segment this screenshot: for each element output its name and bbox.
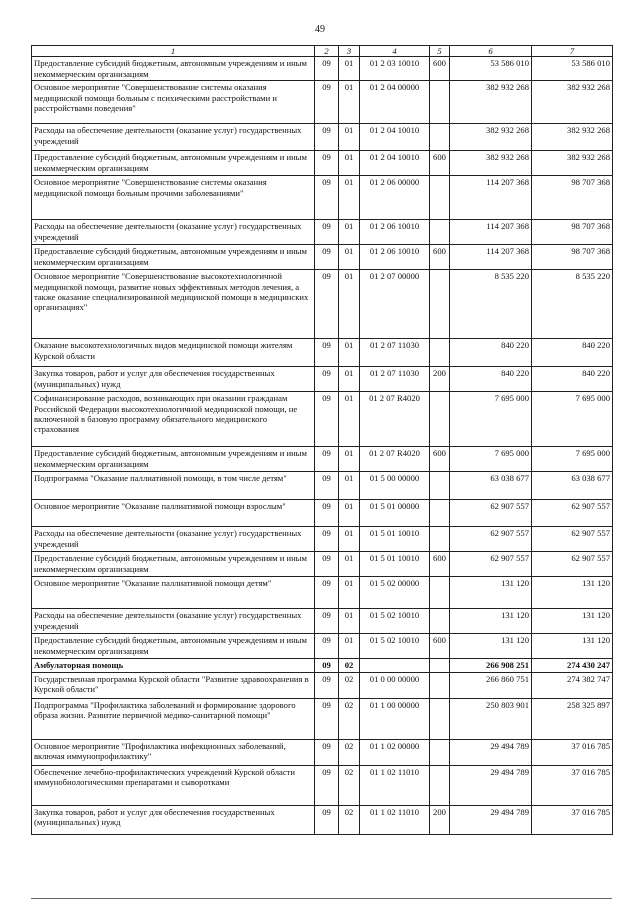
row-amount-year-1: 29 494 789	[450, 765, 532, 805]
row-target-article: 01 2 04 00000	[360, 81, 430, 124]
row-section: 09	[315, 527, 339, 552]
row-amount-year-1: 266 860 751	[450, 672, 532, 698]
row-amount-year-1: 250 803 901	[450, 698, 532, 739]
row-expense-type	[430, 500, 450, 527]
row-target-article	[360, 659, 430, 672]
table-row	[32, 552, 613, 577]
row-target-article: 01 0 00 00000	[360, 672, 430, 698]
row-amount-year-2: 37 016 785	[532, 765, 613, 805]
row-expense-type	[430, 527, 450, 552]
row-amount-year-2: 382 932 268	[532, 151, 613, 176]
row-section: 09	[315, 220, 339, 245]
row-amount-year-1: 62 907 557	[450, 500, 532, 527]
row-name: Основное мероприятие "Совершенствование системы оказания медицинской помощи больным с психическими расстройствами и расстройствами поведения"	[32, 81, 315, 124]
row-amount-year-2: 37 016 785	[532, 805, 613, 834]
row-section: 09	[315, 765, 339, 805]
row-section: 09	[315, 805, 339, 834]
row-expense-type: 600	[430, 245, 450, 270]
row-amount-year-1: 63 038 677	[450, 472, 532, 500]
row-amount-year-1: 382 932 268	[450, 81, 532, 124]
row-section: 09	[315, 339, 339, 367]
table-row	[32, 176, 613, 220]
row-name: Закупка товаров, работ и услуг для обеспечения государственных (муниципальных) нужд	[32, 805, 315, 834]
table-row	[32, 765, 613, 805]
table-row	[32, 124, 613, 151]
table-row	[32, 339, 613, 367]
row-amount-year-1: 62 907 557	[450, 527, 532, 552]
row-expense-type	[430, 220, 450, 245]
row-subsection: 02	[339, 672, 360, 698]
row-target-article: 01 5 02 00000	[360, 577, 430, 609]
row-subsection: 01	[339, 124, 360, 151]
row-name: Предоставление субсидий бюджетным, автономным учреждениям и иным некоммерческим организациям	[32, 57, 315, 81]
row-amount-year-2: 131 120	[532, 577, 613, 609]
table-row	[32, 659, 613, 672]
row-name: Подпрограмма "Профилактика заболеваний и формирование здорового образа жизни. Развитие первичной медико-санитарной помощи"	[32, 698, 315, 739]
row-name: Предоставление субсидий бюджетным, автономным учреждениям и иным некоммерческим организациям	[32, 634, 315, 659]
row-subsection: 01	[339, 609, 360, 634]
row-subsection: 01	[339, 81, 360, 124]
row-subsection: 01	[339, 527, 360, 552]
row-expense-type	[430, 176, 450, 220]
row-section: 09	[315, 659, 339, 672]
row-amount-year-2: 258 325 897	[532, 698, 613, 739]
row-amount-year-2: 8 535 220	[532, 270, 613, 339]
row-amount-year-2: 840 220	[532, 367, 613, 392]
row-amount-year-2: 382 932 268	[532, 81, 613, 124]
row-expense-type	[430, 577, 450, 609]
row-target-article: 01 5 02 10010	[360, 609, 430, 634]
row-name: Расходы на обеспечение деятельности (оказание услуг) государственных учреждений	[32, 527, 315, 552]
row-name: Основное мероприятие "Оказание паллиативной помощи взрослым"	[32, 500, 315, 527]
header-col-4: 4	[360, 46, 430, 57]
row-section: 09	[315, 367, 339, 392]
row-amount-year-1: 131 120	[450, 634, 532, 659]
row-amount-year-2: 131 120	[532, 634, 613, 659]
header-col-7: 7	[532, 46, 613, 57]
row-subsection: 01	[339, 57, 360, 81]
row-name: Предоставление субсидий бюджетным, автономным учреждениям и иным некоммерческим организациям	[32, 447, 315, 472]
table-row	[32, 527, 613, 552]
row-target-article: 01 2 06 10010	[360, 220, 430, 245]
row-subsection: 02	[339, 765, 360, 805]
row-name: Основное мероприятие "Совершенствование высокотехнологичной медицинской помощи, развитие новых эффективных методов лечения, а также оказание специализированной медицинской помощи в медицинских организациях"	[32, 270, 315, 339]
row-amount-year-1: 7 695 000	[450, 392, 532, 447]
header-row	[32, 46, 613, 57]
row-subsection: 01	[339, 245, 360, 270]
page-number: 49	[315, 24, 325, 35]
row-amount-year-1: 131 120	[450, 577, 532, 609]
row-target-article: 01 5 01 00000	[360, 500, 430, 527]
row-amount-year-1: 8 535 220	[450, 270, 532, 339]
row-subsection: 02	[339, 739, 360, 765]
row-amount-year-1: 114 207 368	[450, 220, 532, 245]
row-target-article: 01 5 00 00000	[360, 472, 430, 500]
row-expense-type: 200	[430, 805, 450, 834]
row-section: 09	[315, 552, 339, 577]
row-subsection: 01	[339, 151, 360, 176]
row-amount-year-2: 62 907 557	[532, 500, 613, 527]
row-subsection: 01	[339, 634, 360, 659]
row-subsection: 02	[339, 659, 360, 672]
row-expense-type	[430, 609, 450, 634]
table-row	[32, 81, 613, 124]
row-amount-year-2: 62 907 557	[532, 552, 613, 577]
row-amount-year-2: 53 586 010	[532, 57, 613, 81]
row-section: 09	[315, 634, 339, 659]
row-expense-type	[430, 339, 450, 367]
row-target-article: 01 2 06 10010	[360, 245, 430, 270]
row-expense-type	[430, 765, 450, 805]
row-target-article: 01 2 07 11030	[360, 367, 430, 392]
row-expense-type: 600	[430, 57, 450, 81]
table-row	[32, 739, 613, 765]
row-target-article: 01 1 02 00000	[360, 739, 430, 765]
row-subsection: 01	[339, 270, 360, 339]
row-name: Основное мероприятие "Профилактика инфекционных заболеваний, включая иммунопрофилактику"	[32, 739, 315, 765]
row-section: 09	[315, 124, 339, 151]
row-subsection: 01	[339, 552, 360, 577]
row-section: 09	[315, 176, 339, 220]
table-row	[32, 151, 613, 176]
row-amount-year-1: 840 220	[450, 367, 532, 392]
page-bottom-rule	[31, 898, 612, 899]
table-row	[32, 57, 613, 81]
row-section: 09	[315, 672, 339, 698]
row-name: Предоставление субсидий бюджетным, автономным учреждениям и иным некоммерческим организациям	[32, 245, 315, 270]
row-name: Закупка товаров, работ и услуг для обеспечения государственных (муниципальных) нужд	[32, 367, 315, 392]
table-row	[32, 805, 613, 834]
row-amount-year-1: 29 494 789	[450, 805, 532, 834]
row-subsection: 01	[339, 577, 360, 609]
row-name: Предоставление субсидий бюджетным, автономным учреждениям и иным некоммерческим организациям	[32, 552, 315, 577]
row-amount-year-1: 53 586 010	[450, 57, 532, 81]
row-amount-year-2: 63 038 677	[532, 472, 613, 500]
row-expense-type: 600	[430, 447, 450, 472]
row-amount-year-2: 37 016 785	[532, 739, 613, 765]
row-amount-year-2: 274 382 747	[532, 672, 613, 698]
table-row	[32, 500, 613, 527]
row-section: 09	[315, 81, 339, 124]
row-subsection: 02	[339, 805, 360, 834]
table-row	[32, 672, 613, 698]
row-subsection: 01	[339, 339, 360, 367]
row-section: 09	[315, 151, 339, 176]
row-subsection: 01	[339, 447, 360, 472]
table-row	[32, 392, 613, 447]
header-col-3: 3	[339, 46, 360, 57]
row-expense-type	[430, 392, 450, 447]
row-target-article: 01 5 02 10010	[360, 634, 430, 659]
row-section: 09	[315, 57, 339, 81]
row-subsection: 01	[339, 472, 360, 500]
row-section: 09	[315, 392, 339, 447]
row-subsection: 01	[339, 220, 360, 245]
table-row	[32, 634, 613, 659]
row-target-article: 01 2 07 11030	[360, 339, 430, 367]
row-expense-type	[430, 672, 450, 698]
row-amount-year-2: 382 932 268	[532, 124, 613, 151]
table-row	[32, 447, 613, 472]
row-target-article: 01 1 00 00000	[360, 698, 430, 739]
row-name: Амбулаторная помощь	[32, 659, 315, 672]
row-expense-type	[430, 270, 450, 339]
row-amount-year-2: 98 707 368	[532, 220, 613, 245]
row-amount-year-1: 266 908 251	[450, 659, 532, 672]
row-target-article: 01 5 01 10010	[360, 527, 430, 552]
row-name: Государственная программа Курской области "Развитие здравоохранения в Курской области"	[32, 672, 315, 698]
row-subsection: 02	[339, 698, 360, 739]
row-amount-year-1: 131 120	[450, 609, 532, 634]
row-target-article: 01 2 07 R4020	[360, 392, 430, 447]
row-amount-year-1: 382 932 268	[450, 151, 532, 176]
row-section: 09	[315, 447, 339, 472]
row-target-article: 01 2 03 10010	[360, 57, 430, 81]
header-col-2: 2	[315, 46, 339, 57]
row-target-article: 01 1 02 11010	[360, 765, 430, 805]
budget-table	[31, 45, 613, 835]
row-section: 09	[315, 472, 339, 500]
row-expense-type	[430, 81, 450, 124]
row-name: Подпрограмма "Оказание паллиативной помощи, в том числе детям"	[32, 472, 315, 500]
row-expense-type: 600	[430, 151, 450, 176]
row-amount-year-1: 62 907 557	[450, 552, 532, 577]
row-amount-year-2: 98 707 368	[532, 176, 613, 220]
table-row	[32, 245, 613, 270]
row-amount-year-2: 7 695 000	[532, 392, 613, 447]
table-row	[32, 220, 613, 245]
row-amount-year-1: 840 220	[450, 339, 532, 367]
table-row	[32, 367, 613, 392]
row-subsection: 01	[339, 367, 360, 392]
row-target-article: 01 1 02 11010	[360, 805, 430, 834]
row-amount-year-1: 382 932 268	[450, 124, 532, 151]
row-amount-year-1: 29 494 789	[450, 739, 532, 765]
row-expense-type: 200	[430, 367, 450, 392]
header-col-6: 6	[450, 46, 532, 57]
row-expense-type	[430, 472, 450, 500]
row-name: Основное мероприятие "Оказание паллиативной помощи детям"	[32, 577, 315, 609]
row-section: 09	[315, 577, 339, 609]
row-expense-type	[430, 659, 450, 672]
row-section: 09	[315, 698, 339, 739]
row-amount-year-1: 7 695 000	[450, 447, 532, 472]
row-name: Расходы на обеспечение деятельности (оказание услуг) государственных учреждений	[32, 609, 315, 634]
row-section: 09	[315, 500, 339, 527]
row-amount-year-1: 114 207 368	[450, 176, 532, 220]
table-row	[32, 609, 613, 634]
row-section: 09	[315, 739, 339, 765]
table-row	[32, 472, 613, 500]
row-subsection: 01	[339, 392, 360, 447]
row-expense-type	[430, 739, 450, 765]
row-name: Расходы на обеспечение деятельности (оказание услуг) государственных учреждений	[32, 124, 315, 151]
table-row	[32, 577, 613, 609]
row-expense-type: 600	[430, 634, 450, 659]
row-section: 09	[315, 609, 339, 634]
row-expense-type	[430, 698, 450, 739]
table-row	[32, 270, 613, 339]
row-subsection: 01	[339, 500, 360, 527]
header-col-5: 5	[430, 46, 450, 57]
row-expense-type: 600	[430, 552, 450, 577]
header-col-1: 1	[32, 46, 315, 57]
row-amount-year-2: 131 120	[532, 609, 613, 634]
row-amount-year-2: 98 707 368	[532, 245, 613, 270]
row-amount-year-2: 62 907 557	[532, 527, 613, 552]
row-name: Оказание высокотехнологичных видов медицинской помощи жителям Курской области	[32, 339, 315, 367]
table-row	[32, 698, 613, 739]
row-name: Расходы на обеспечение деятельности (оказание услуг) государственных учреждений	[32, 220, 315, 245]
row-target-article: 01 2 04 10010	[360, 124, 430, 151]
row-target-article: 01 5 01 10010	[360, 552, 430, 577]
row-expense-type	[430, 124, 450, 151]
row-target-article: 01 2 07 00000	[360, 270, 430, 339]
row-amount-year-2: 7 695 000	[532, 447, 613, 472]
row-subsection: 01	[339, 176, 360, 220]
row-amount-year-1: 114 207 368	[450, 245, 532, 270]
row-name: Основное мероприятие "Совершенствование системы оказания медицинской помощи больным прочими заболеваниями"	[32, 176, 315, 220]
row-amount-year-2: 274 430 247	[532, 659, 613, 672]
row-name: Предоставление субсидий бюджетным, автономным учреждениям и иным некоммерческим организациям	[32, 151, 315, 176]
row-section: 09	[315, 245, 339, 270]
row-target-article: 01 2 06 00000	[360, 176, 430, 220]
row-name: Обеспечение лечебно-профилактических учреждений Курской области иммунобиологическими препаратами и сыворотками	[32, 765, 315, 805]
row-name: Софинансирование расходов, возникающих при оказании гражданам Российской Федерации высокотехнологичной медицинской помощи, не включенной в базовую программу обязательного медицинского страхования	[32, 392, 315, 447]
row-target-article: 01 2 04 10010	[360, 151, 430, 176]
row-amount-year-2: 840 220	[532, 339, 613, 367]
row-section: 09	[315, 270, 339, 339]
row-target-article: 01 2 07 R4020	[360, 447, 430, 472]
